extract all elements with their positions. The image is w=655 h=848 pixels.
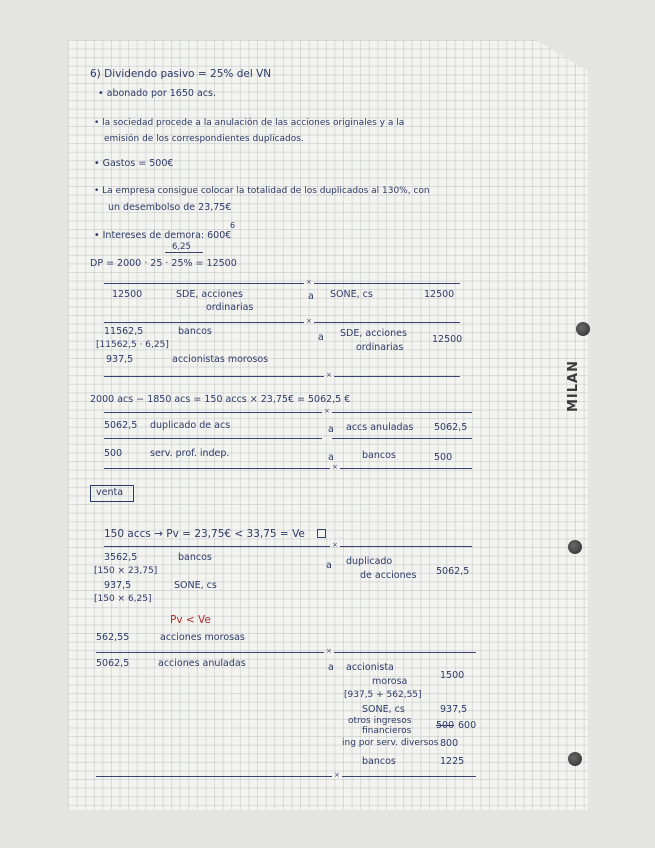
calc-note: [150 × 23,75] [94, 566, 158, 576]
cross-mark: × [326, 647, 332, 655]
cross-mark: × [332, 463, 338, 471]
note-line: • Gastos = 500€ [94, 158, 174, 169]
cross-mark: × [332, 541, 338, 549]
journal-line [104, 376, 324, 377]
venta-label: venta [96, 487, 124, 498]
debit-amount: 12500 [112, 289, 143, 300]
debit-amount: 5062,5 [96, 658, 130, 669]
credit-amount: 1225 [440, 756, 465, 767]
credit-amount: 5062,5 [436, 566, 470, 577]
calc-line: 150 accs → Pv = 23,75€ < 33,75 = Ve [104, 528, 305, 540]
credit-account: bancos [362, 450, 396, 461]
note-line: • Intereses de demora: 600€ [94, 230, 232, 241]
note-line: • la sociedad procede a la anulación de las acciones originales y a la [94, 118, 405, 128]
credit-amount: 800 [440, 738, 459, 749]
credit-amount: 5062,5 [434, 422, 468, 433]
binder-hole [568, 540, 582, 554]
debit-amount: 562,55 [96, 632, 130, 643]
journal-line [332, 438, 472, 439]
note-line: emisión de los correspondientes duplicados. [104, 134, 304, 144]
calc-line: DP = 2000 · 25 · 25% = 12500 [90, 258, 237, 269]
debit-amount: 5062,5 [104, 420, 138, 431]
journal-line [104, 283, 304, 284]
journal-line [104, 322, 304, 323]
journal-line [340, 468, 472, 469]
binder-hole [576, 322, 590, 336]
debit-account: acciones morosas [160, 632, 245, 643]
journal-line [104, 438, 322, 439]
cross-mark: × [334, 771, 340, 779]
struck-amount: 500 [436, 720, 455, 731]
credit-amount: 600 [458, 720, 477, 731]
annotation-line [165, 252, 203, 253]
credit-account: morosa [372, 676, 408, 687]
journal-line [314, 283, 460, 284]
exercise-title: 6) Dividendo pasivo = 25% del VN [90, 68, 272, 80]
drawn-box [317, 529, 326, 538]
debit-account: SDE, acciones [176, 289, 243, 300]
credit-account: bancos [362, 756, 396, 767]
journal-line [96, 652, 324, 653]
journal-line [104, 468, 330, 469]
credit-amount: 937,5 [440, 704, 468, 715]
debit-amount: 500 [104, 448, 123, 459]
cross-mark: × [326, 371, 332, 379]
debit-account: accionistas morosos [172, 354, 269, 365]
debit-account: serv. prof. indep. [150, 448, 230, 459]
calc-note: [937,5 + 562,55] [344, 690, 422, 700]
superscript-note: 6 [230, 221, 236, 230]
credit-account: SDE, acciones [340, 328, 407, 339]
journal-line [314, 322, 460, 323]
to-label: a [308, 291, 314, 302]
journal-line [334, 376, 460, 377]
journal-line [104, 546, 330, 547]
debit-amount: 3562,5 [104, 552, 138, 563]
credit-amount: 500 [434, 452, 453, 463]
cross-mark: × [306, 317, 312, 325]
debit-account: bancos [178, 552, 212, 563]
credit-account: accs anuladas [346, 422, 414, 433]
to-label: a [328, 662, 334, 673]
superscript-note: 6,25 [172, 242, 191, 252]
debit-amount: 937,5 [106, 354, 134, 365]
debit-account: duplicado de acs [150, 420, 231, 431]
to-label: a [326, 560, 332, 571]
note-line: • abonado por 1650 acs. [98, 88, 216, 99]
debit-account: acciones anuladas [158, 658, 246, 669]
credit-account: financieros [362, 726, 412, 736]
journal-line [96, 776, 332, 777]
calc-note: [11562,5 · 6,25] [96, 340, 169, 350]
cross-mark: × [306, 278, 312, 286]
journal-line [104, 412, 322, 413]
credit-account: ordinarias [356, 342, 404, 353]
pv-note: Pv < Ve [170, 614, 211, 626]
debit-amount: 937,5 [104, 580, 132, 591]
journal-line [332, 412, 472, 413]
credit-amount: 1500 [440, 670, 465, 681]
debit-account: ordinarias [206, 302, 254, 313]
calc-note: [150 × 6,25] [94, 594, 152, 604]
debit-amount: 11562,5 [104, 326, 144, 337]
debit-account: SONE, cs [174, 580, 217, 591]
credit-account: de acciones [360, 570, 417, 581]
to-label: a [328, 452, 334, 463]
credit-account: ing por serv. diversos [342, 738, 439, 748]
credit-account: SONE, cs [330, 289, 373, 300]
brand-logo: MILAN [566, 360, 581, 412]
binder-hole [568, 752, 582, 766]
to-label: a [328, 424, 334, 435]
note-line: un desembolso de 23,75€ [108, 202, 232, 213]
credit-account: accionista [346, 662, 394, 673]
note-line: • La empresa consigue colocar la totalidad de los duplicados al 130%, con [94, 186, 430, 196]
journal-line [334, 652, 476, 653]
cross-mark: × [324, 407, 330, 415]
credit-amount: 12500 [432, 334, 463, 345]
calc-line: 2000 acs − 1850 acs = 150 accs × 23,75€ = 5062,5 € [90, 394, 351, 405]
credit-account: duplicado [346, 556, 393, 567]
debit-account: bancos [178, 326, 212, 337]
journal-line [342, 776, 476, 777]
credit-account: SONE, cs [362, 704, 405, 715]
credit-amount: 12500 [424, 289, 455, 300]
journal-line [340, 546, 472, 547]
credit-account: otros ingresos [348, 716, 412, 726]
to-label: a [318, 332, 324, 343]
